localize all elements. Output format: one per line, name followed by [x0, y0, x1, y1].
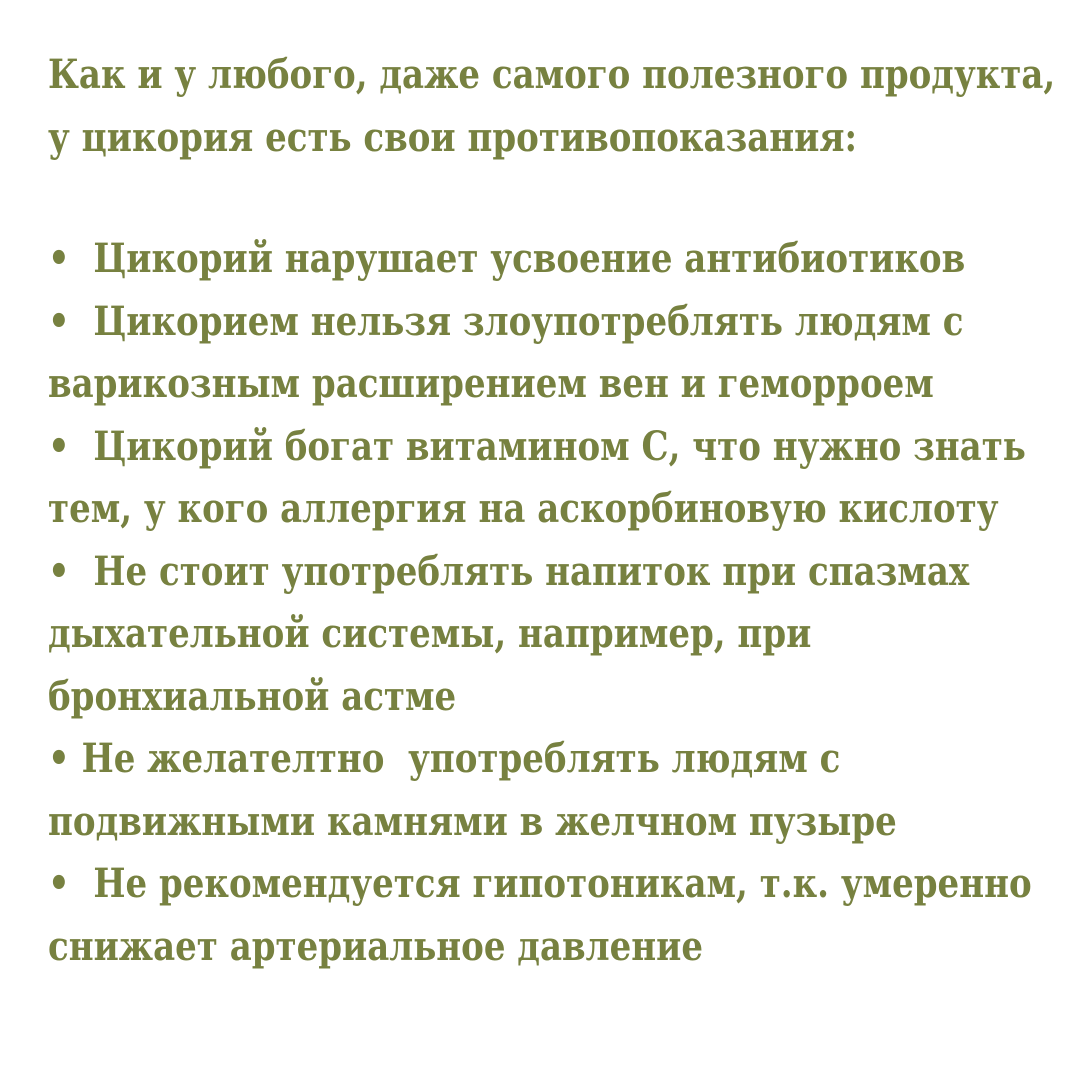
intro-line: у цикория есть свои противопоказания:: [48, 113, 858, 161]
list-line: дыхательной системы, например, при: [48, 610, 812, 657]
list-line: • Не рекомендуется гипотоникам, т.к. умеренно: [48, 860, 1032, 907]
list-line: снижает артериальное давление: [48, 922, 703, 970]
list-line: подвижными камнями в желчном пузыре: [48, 797, 897, 845]
list-line: варикозным расширением вен и геморроем: [48, 360, 934, 407]
intro-line: Как и у любого, даже самого полезного продукта,: [48, 51, 1056, 98]
intro-paragraph: [48, 44, 1056, 169]
list-line: бронхиальной астме: [48, 672, 457, 720]
list-line: • Не стоит употреблять напиток при спазмах: [48, 547, 970, 595]
list-line: • Цикорий нарушает усвоение антибиотиков: [48, 235, 966, 282]
paragraph-gap: [48, 169, 925, 228]
list-line: • Цикорий богат витамином С, что нужно знать: [48, 422, 1026, 470]
list-line: • Цикорием нельзя злоупотреблять людям с: [48, 297, 964, 345]
list-line: • Не желателтно употреблять людям с: [48, 735, 841, 782]
card-text: [48, 44, 1056, 978]
list-line: тем, у кого аллергия на аскорбиновую кислоту: [48, 485, 999, 532]
contraindications-list: [48, 228, 1032, 978]
